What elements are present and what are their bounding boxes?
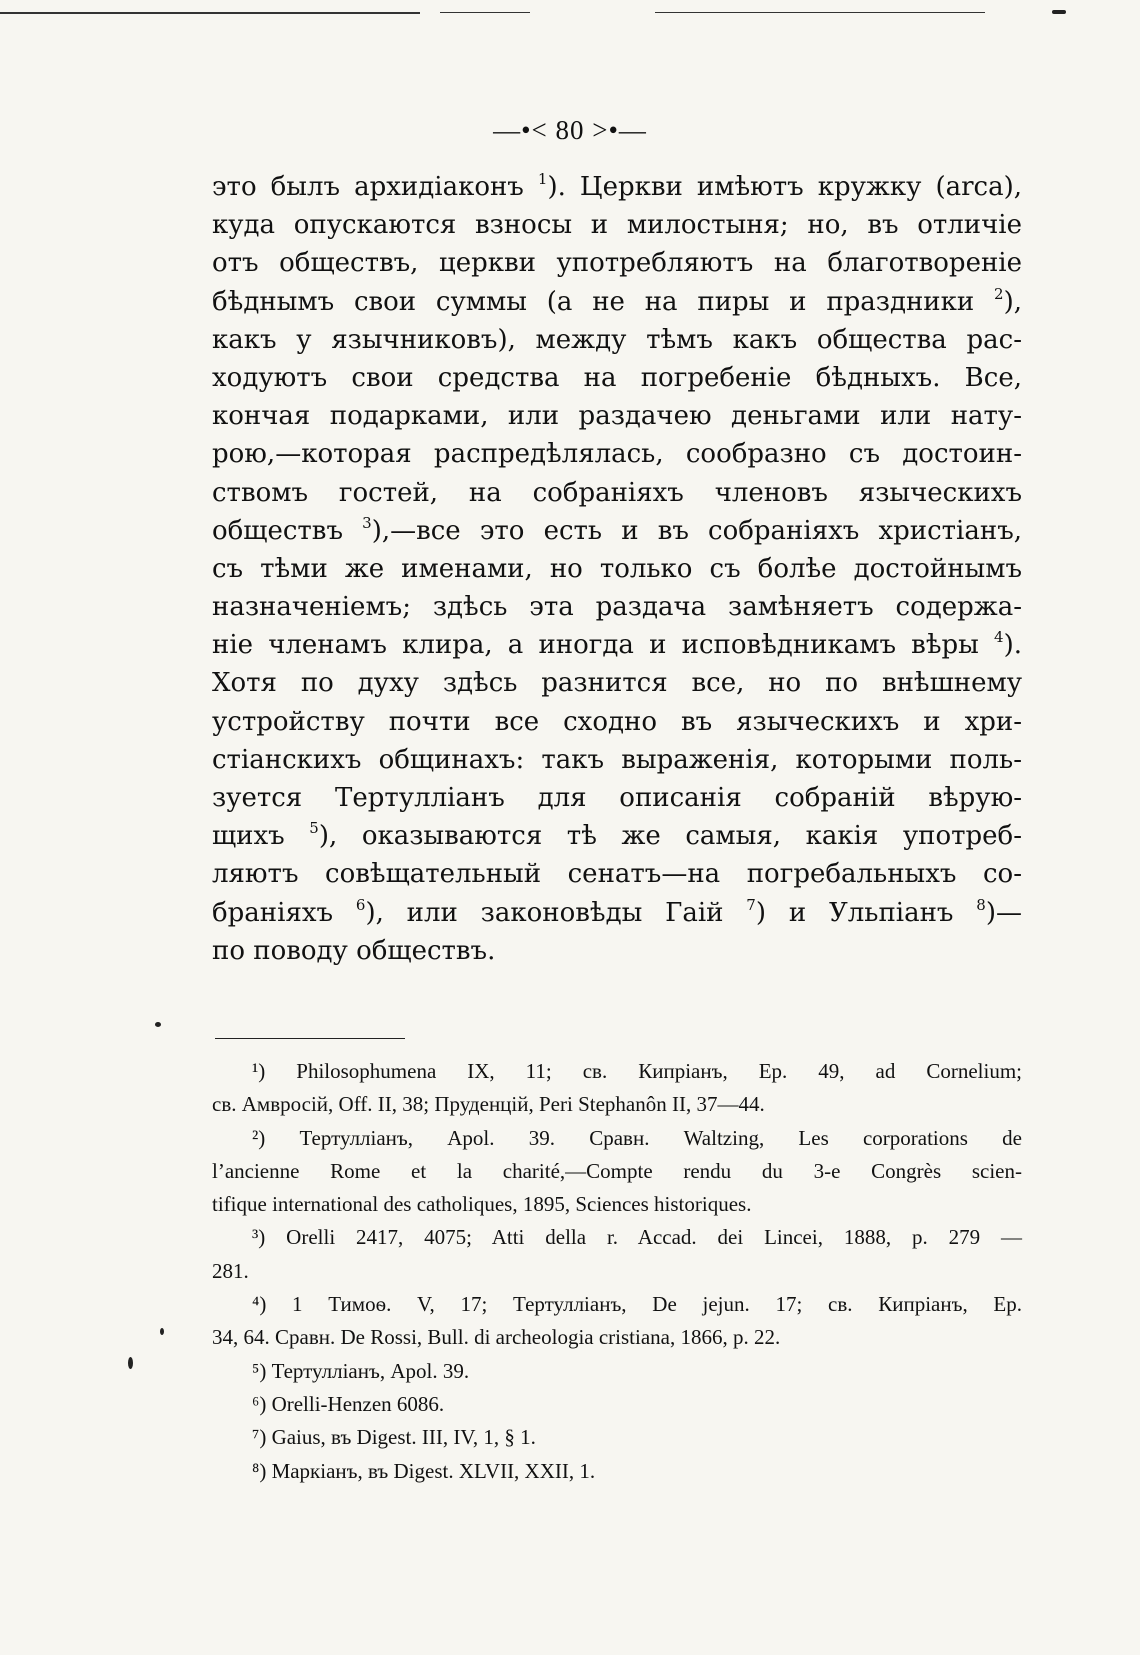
body-line — [212, 168, 1022, 206]
footnote-line: св. Амвросій, Off. II, 38; Пруденцій, Peri Stephanôn II, 37—44. — [212, 1092, 765, 1117]
footnote-ref: 7 — [746, 895, 756, 914]
body-line — [212, 932, 1022, 970]
footnote-line: ⁴) 1 Тимоѳ. V, 17; Тертулліанъ, De jejun. 17; св. Кипріанъ, Ep. — [252, 1292, 1022, 1317]
top-rule-middle — [440, 12, 530, 13]
footnote-ref: 8 — [976, 895, 986, 914]
body-line — [212, 435, 1022, 473]
body-line — [212, 550, 1022, 588]
body-line — [212, 703, 1022, 741]
footnote-ref: 2 — [994, 284, 1004, 303]
body-line — [212, 626, 1022, 664]
body-line-text: съ тѣми же именами, но только съ болѣе достойнымъ — [212, 553, 1022, 584]
body-line-text: )— — [985, 897, 1022, 928]
body-line — [212, 283, 1022, 321]
body-line-text: ). Церкви имѣютъ кружку (arca), — [547, 172, 1022, 202]
scan-speck — [160, 1328, 164, 1335]
body-line — [212, 206, 1022, 244]
body-line — [212, 779, 1022, 817]
body-line — [212, 474, 1022, 512]
footnote-divider — [215, 1038, 405, 1039]
footnote-ref: 4 — [994, 628, 1004, 647]
body-line-text: отъ обществъ, церкви употребляютъ на благотвореніе — [212, 248, 1022, 279]
body-line-text: ) и Ульпіанъ — [755, 897, 977, 928]
body-line-text: ляютъ совѣщательный сенатъ—на погребальныхъ со- — [212, 859, 1022, 890]
body-line — [212, 244, 1022, 282]
body-line-text: стіанскихъ общинахъ: такъ выраженія, которыми поль- — [212, 744, 1022, 775]
body-line — [212, 359, 1022, 397]
footnote-ref: 6 — [355, 895, 366, 914]
body-line-text: рою,—которая распредѣлялась, сообразно съ достоин- — [212, 439, 1022, 470]
footnote-line: ⁸) Маркіанъ, въ Digest. XLVII, XXII, 1. — [252, 1458, 596, 1483]
body-line-text: назначеніемъ; здѣсь эта раздача замѣняетъ содержа- — [212, 592, 1022, 623]
body-line-text: это былъ архидіаконъ — [212, 172, 538, 202]
footnote-line: ³) Orelli 2417, 4075; Atti della r. Accad. dei Lincei, 1888, p. 279 — — [252, 1225, 1022, 1250]
footnote-line: ⁵) Тертулліанъ, Apol. 39. — [252, 1358, 470, 1383]
body-line-text: ствомъ гостей, на собраніяхъ членовъ языческихъ — [212, 477, 1022, 508]
body-line — [212, 321, 1022, 359]
body-line-text: по поводу обществъ. — [212, 935, 496, 966]
footnote-ref: 1 — [537, 170, 548, 188]
body-line-text: зуется Тертулліанъ для описанія собраній вѣрую- — [212, 783, 1022, 813]
body-line-text: ). — [1003, 630, 1022, 661]
body-line-text: куда опускаются взносы и милостыня; но, въ отличіе — [212, 210, 1022, 241]
body-line-text: щихъ — [212, 821, 310, 852]
body-line-text: ходуютъ свои средства на погребеніе бѣдныхъ. Все, — [212, 362, 1022, 393]
body-line — [212, 855, 1022, 893]
scan-speck — [155, 1022, 161, 1027]
body-line-text: какъ у язычниковъ), между тѣмъ какъ общества рас- — [212, 324, 1022, 355]
footnote-line: ⁷) Gaius, въ Digest. III, IV, 1, § 1. — [252, 1425, 536, 1450]
body-line-text: устройству почти все сходно въ языческихъ и хри- — [212, 706, 1022, 737]
body-line-text: ),—все это есть и въ собраніяхъ христіанъ, — [371, 515, 1022, 546]
body-line — [212, 894, 1022, 932]
page-number: —•< 80 >•— — [493, 115, 647, 145]
footnote-line: l’ancienne Rome et la charité,—Compte rendu du 3-e Congrès scien- — [212, 1158, 1022, 1183]
footnote-line: 34, 64. Сравн. De Rossi, Bull. di archeologia cristiana, 1866, p. 22. — [212, 1325, 781, 1350]
top-rule-left — [0, 12, 420, 14]
body-line-text: обществъ — [212, 515, 363, 546]
body-line-text: Хотя по духу здѣсь разнится все, но по внѣшнему — [212, 668, 1022, 699]
body-line — [212, 741, 1022, 779]
scan-speck — [1052, 10, 1066, 14]
top-rule-right — [655, 12, 985, 13]
body-line — [212, 588, 1022, 626]
footnote-line: ²) Тертулліанъ, Apol. 39. Сравн. Waltzing, Les corporations de — [252, 1125, 1022, 1150]
body-line-text: кончая подарками, или раздачею деньгами или нату- — [212, 401, 1022, 432]
footnote-line: 281. — [212, 1258, 249, 1283]
body-line-text: ), — [1003, 286, 1022, 317]
body-line — [212, 817, 1022, 855]
footnotes — [212, 1055, 1022, 1488]
body-line — [212, 664, 1022, 702]
footnote-line: ⁶) Orelli-Henzen 6086. — [252, 1391, 445, 1416]
scan-speck — [128, 1357, 133, 1369]
footnote-line: tifique international des catholiques, 1895, Sciences historiques. — [212, 1192, 752, 1217]
body-line — [212, 397, 1022, 435]
footnote-line: ¹) Philosophumena IX, 11; св. Кипріанъ, Ep. 49, ad Cornelium; — [252, 1059, 1022, 1083]
footnote-ref: 5 — [309, 819, 319, 838]
body-text — [212, 168, 1022, 970]
body-line-text: браніяхъ — [212, 897, 356, 928]
body-line-text: ), оказываются тѣ же самыя, какія употреб- — [318, 821, 1022, 852]
body-line-text: ніе членамъ клира, а иногда и исповѣдникамъ вѣры — [212, 630, 995, 661]
body-line-text: бѣднымъ свои суммы (а не на пиры и праздники — [212, 286, 995, 317]
footnote-ref: 3 — [362, 513, 372, 532]
body-line — [212, 512, 1022, 550]
body-line-text: ), или законовѣды Гаій — [365, 897, 747, 928]
